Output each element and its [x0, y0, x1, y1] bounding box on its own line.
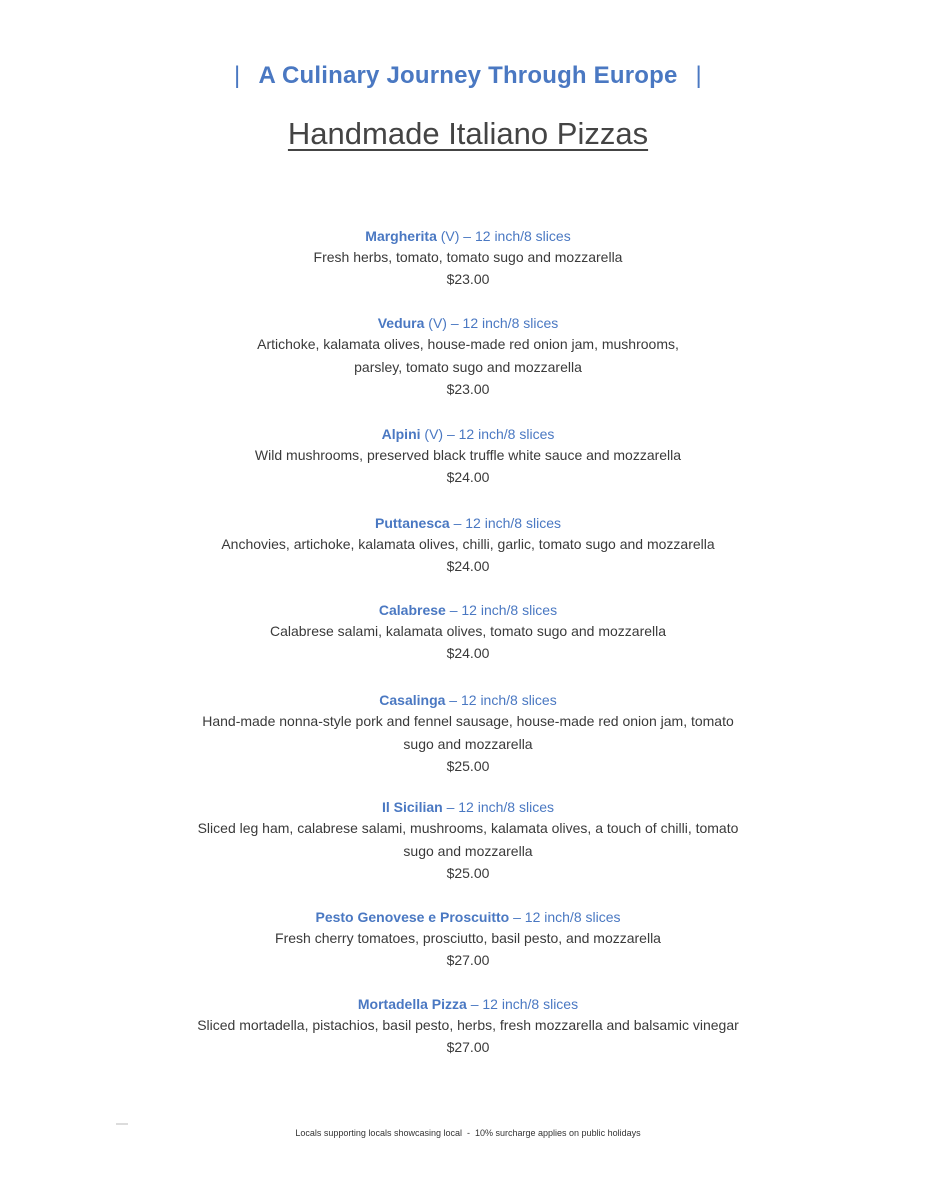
- item-name: Pesto Genovese e Proscuitto: [315, 909, 510, 925]
- item-name-line: [0, 994, 936, 1014]
- item-description: Artichoke, kalamata olives, house-made red onion jam, mushrooms, parsley, tomato sugo and mozzarella: [257, 336, 679, 375]
- item-description: Fresh cherry tomatoes, prosciutto, basil pesto, and mozzarella: [275, 930, 661, 946]
- item-description: Hand-made nonna-style pork and fennel sausage, house-made red onion jam, tomato sugo and mozzarella: [202, 713, 734, 752]
- item-name-line: [0, 226, 936, 246]
- item-name-line: [0, 313, 936, 333]
- item-description: Wild mushrooms, preserved black truffle white sauce and mozzarella: [254, 447, 682, 463]
- item-name: Mortadella Pizza: [357, 996, 467, 1012]
- menu-item: [0, 907, 936, 994]
- menu-subtitle: [0, 62, 936, 90]
- footer-right-text: 10% surcharge applies on public holidays: [474, 1128, 641, 1138]
- item-description: Anchovies, artichoke, kalamata olives, chilli, garlic, tomato sugo and mozzarella: [221, 536, 715, 552]
- item-price: $27.00: [446, 952, 490, 968]
- menu-item: [0, 690, 936, 797]
- footer-separator: -: [466, 1128, 470, 1138]
- item-description: Sliced mortadella, pistachios, basil pesto, herbs, fresh mozzarella and balsamic vinegar: [197, 1017, 739, 1033]
- item-name: Puttanesca: [375, 515, 450, 531]
- item-name: Il Sicilian: [382, 799, 443, 815]
- menu-item: [0, 424, 936, 513]
- item-size: – 12 inch/8 slices: [466, 996, 579, 1012]
- menu-item: [0, 994, 936, 1057]
- divider-bar-right: |: [695, 62, 702, 89]
- item-name: Margherita: [365, 228, 437, 244]
- subtitle-text: A Culinary Journey Through Europe: [258, 62, 678, 89]
- item-size: – 12 inch/8 slices: [509, 909, 621, 925]
- item-name-line: [0, 513, 936, 533]
- item-price: $23.00: [446, 271, 490, 287]
- menu-item: [0, 313, 936, 424]
- menu-item: [0, 600, 936, 690]
- item-description: Fresh herbs, tomato, tomato sugo and mozzarella: [313, 249, 623, 265]
- item-price: $23.00: [446, 381, 490, 397]
- pizza-menu-list: [0, 226, 936, 1057]
- item-size: – 12 inch/8 slices: [449, 515, 561, 531]
- page-mark: [116, 1123, 128, 1125]
- item-name-line: [0, 690, 936, 710]
- item-price: $27.00: [446, 1039, 490, 1055]
- item-name: Calabrese: [378, 602, 446, 618]
- menu-item: [0, 797, 936, 907]
- item-name-line: [0, 424, 936, 444]
- page-title: Handmade Italiano Pizzas: [287, 116, 649, 151]
- footer-note: [0, 1128, 936, 1138]
- item-size: (V) – 12 inch/8 slices: [420, 426, 555, 442]
- menu-item: [0, 513, 936, 600]
- item-name: Alpini: [381, 426, 421, 442]
- item-price: $25.00: [446, 865, 490, 881]
- menu-item: [0, 226, 936, 313]
- footer-left-text: Locals supporting locals showcasing local: [295, 1128, 462, 1138]
- item-price: $24.00: [446, 469, 490, 485]
- item-description: Sliced leg ham, calabrese salami, mushrooms, kalamata olives, a touch of chilli, tomato sugo and mozzarella: [197, 820, 739, 859]
- item-size: (V) – 12 inch/8 slices: [436, 228, 571, 244]
- divider-bar-left: |: [234, 62, 241, 89]
- item-size: – 12 inch/8 slices: [445, 602, 558, 618]
- item-description: Calabrese salami, kalamata olives, tomato sugo and mozzarella: [269, 623, 667, 639]
- item-name: Vedura: [377, 315, 425, 331]
- item-name: Casalinga: [379, 692, 446, 708]
- item-price: $24.00: [446, 645, 490, 661]
- item-size: – 12 inch/8 slices: [442, 799, 554, 815]
- item-name-line: [0, 907, 936, 927]
- item-name-line: [0, 797, 936, 817]
- item-price: $25.00: [446, 758, 490, 774]
- item-price: $24.00: [446, 558, 490, 574]
- item-size: (V) – 12 inch/8 slices: [424, 315, 559, 331]
- item-name-line: [0, 600, 936, 620]
- item-size: – 12 inch/8 slices: [445, 692, 557, 708]
